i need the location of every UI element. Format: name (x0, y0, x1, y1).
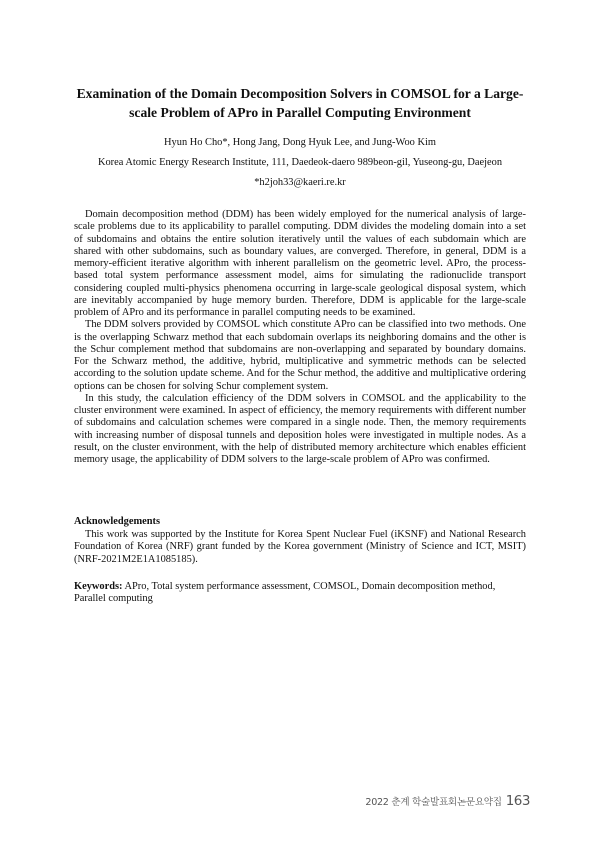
abstract-paragraph-2: The DDM solvers provided by COMSOL which constitute APro can be classified into two methods. One is the overlapping Schwarz method that each subdomain overlaps its neighboring domains and the other is the Schur complement method that subdomains are non-overlapping and separated by boundary domains. For the Schwarz method, the additive, hybrid, multiplicative and symmetric methods can be selected according to the solution update scheme. And for the Schur method, the additive and multiplicative ordering options can be chosen for solving Schur complement system. (74, 319, 526, 392)
proceedings-title: 2022 춘계 학술발표회논문요약집 (365, 797, 502, 808)
page-footer (365, 790, 530, 809)
author-affiliation: Korea Atomic Energy Research Institute, 111, Daedeok-daero 989beon-gil, Yuseong-gu, Daejeon (97, 157, 503, 168)
keywords-text: APro, Total system performance assessment, COMSOL, Domain decomposition method, Parallel computing (74, 581, 496, 605)
paper-title: Examination of the Domain Decomposition Solvers in COMSOL for a Large-scale Problem of APro in Parallel Computing Environment (76, 86, 524, 120)
acknowledgements-text: This work was supported by the Institute for Korea Spent Nuclear Fuel (iKSNF) and National Research Foundation of Korea (NRF) grant funded by the Korea government (Ministry of Science and ICT, MSIT) (NRF-2021M2E1A1085185). (74, 529, 526, 565)
keywords-line (74, 581, 526, 606)
page-number: 163 (505, 793, 530, 809)
abstract-paragraph-3: In this study, the calculation efficiency of the DDM solvers in COMSOL and the applicability to the cluster environment were examined. In aspect of efficiency, the memory requirements with different number of subdomains and calculation schemes were compared in a single node. Then, the memory requirements with increasing number of disposal tunnels and deposition holes were investigated in multiple nodes. As a result, on the cluster environment, with the help of distributed memory architecture which enables efficient memory usage, the applicability of DDM solvers to the large-scale problem of APro was confirmed. (74, 392, 526, 465)
acknowledgements-heading: Acknowledgements (74, 516, 161, 527)
author-list: Hyun Ho Cho*, Hong Jang, Dong Hyuk Lee, and Jung-Woo Kim (164, 137, 436, 148)
corresponding-email: *h2joh33@kaeri.re.kr (254, 177, 346, 188)
abstract-paragraph-1: Domain decomposition method (DDM) has been widely employed for the numerical analysis of large-scale problems due to its applicability to parallel computing. DDM divides the modeling domain into a set of subdomains and obtains the entire solution iteratively until the values of each subdomain which are shared with other subdomains, such as boundary values, are converged. Therefore, in general, DDM is a memory-efficient iterative algorithm with inherent parallelism on the geometric level. APro, the process-based total system performance assessment model, aims for simulating the radionuclide transport considering coupled multi-physics phenomena occurring in large-scale geological disposal system, which are inevitably accompanied by huge memory burden. Therefore, DDM is applicable for the large-scale problem of APro and its performance in parallel computing needs to be examined. (74, 209, 526, 318)
abstract-body (74, 209, 526, 466)
keywords-label: Keywords: (74, 581, 123, 592)
